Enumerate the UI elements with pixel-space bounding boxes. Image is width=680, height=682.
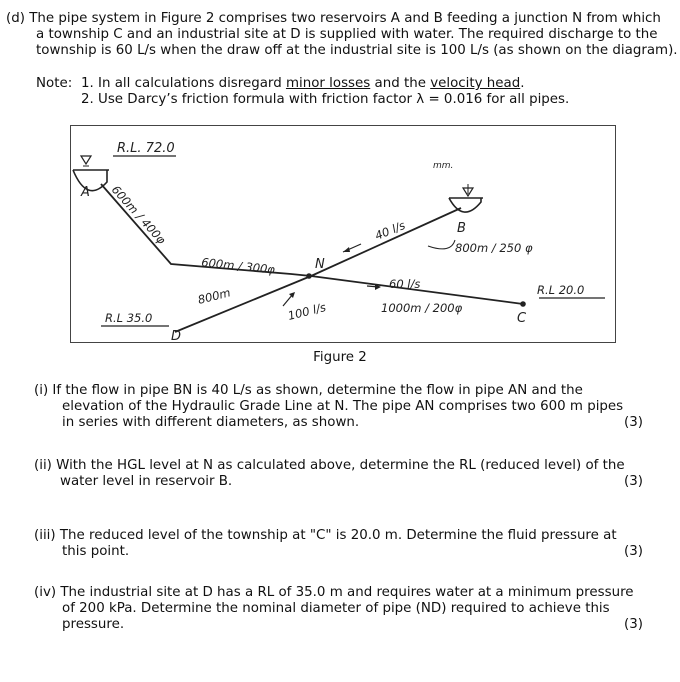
question-3-line-1: (iii) The reduced level of the township at "C" is 20.0 m. Determine the fluid pressure at bbox=[34, 528, 617, 543]
intro-line-3: township is 60 L/s when the draw off at the industrial site is 100 L/s (as shown on the diagram). bbox=[36, 43, 678, 58]
reservoir-a-label: A bbox=[81, 185, 90, 200]
intro-line-1: (d) The pipe system in Figure 2 comprises two reservoirs A and B feeding a junction N from which bbox=[6, 11, 661, 26]
pipe-nc-label: 1000m / 200φ bbox=[381, 301, 463, 315]
question-4-line-2: of 200 kPa. Determine the nominal diameter of pipe (ND) required to achieve this bbox=[62, 601, 610, 616]
question-1-line-3: in series with different diameters, as shown. bbox=[62, 415, 360, 430]
pipe-bn-label: 800m / 250 φ bbox=[455, 241, 533, 255]
pipe-an-label-1: 600m / 400φ bbox=[108, 182, 169, 247]
note-item-1 bbox=[81, 76, 524, 92]
mm-note: mm. bbox=[433, 161, 454, 171]
reservoir-a-shape bbox=[73, 170, 107, 191]
note-1-mid: and the bbox=[370, 76, 431, 91]
note-1-underline-velocity-head: velocity head bbox=[430, 76, 521, 91]
note-item-2: 2. Use Darcy’s friction formula with friction factor λ = 0.016 for all pipes. bbox=[81, 92, 570, 107]
water-level-triangle-icon bbox=[81, 156, 91, 164]
flow-bn-label: 40 l/s bbox=[372, 218, 408, 243]
junction-n-label: N bbox=[315, 257, 325, 272]
rl-d-label: R.L 35.0 bbox=[105, 311, 153, 325]
flow-arrow-bn-head bbox=[343, 247, 350, 252]
reservoir-b-label: B bbox=[457, 221, 466, 236]
question-3-line-2: this point. bbox=[62, 544, 130, 559]
rl-c-label: R.L 20.0 bbox=[537, 283, 585, 297]
flow-nd-label: 100 l/s bbox=[286, 299, 328, 323]
node-c-label: C bbox=[517, 311, 527, 326]
node-d-label: D bbox=[171, 329, 182, 342]
pipe-nd bbox=[175, 276, 311, 332]
question-1-marks: (3) bbox=[624, 415, 643, 430]
note-1-underline-minor-losses: minor losses bbox=[285, 76, 371, 91]
question-1-line-1: (i) If the flow in pipe BN is 40 L/s as shown, determine the flow in pipe AN and the bbox=[34, 383, 583, 398]
flow-nc-label: 60 l/s bbox=[389, 277, 421, 291]
question-4-line-3: pressure. bbox=[62, 617, 125, 632]
intro-line-2: a township C and an industrial site at D is supplied with water. The required discharge to the bbox=[36, 27, 658, 42]
rl-a-label: R.L. 72.0 bbox=[117, 141, 175, 156]
question-2-line-2: water level in reservoir B. bbox=[60, 474, 233, 489]
pipe-network-diagram bbox=[71, 126, 615, 342]
pipe-nd-label: 800m bbox=[196, 285, 232, 307]
reservoir-b-shape bbox=[449, 198, 481, 212]
node-c-dot bbox=[520, 301, 526, 307]
question-3-marks: (3) bbox=[624, 544, 643, 559]
question-4-marks: (3) bbox=[624, 617, 643, 632]
note-1-text: 1. In all calculations disregard bbox=[81, 76, 286, 91]
question-4-line-1: (iv) The industrial site at D has a RL of 35.0 m and requires water at a minimum pressure bbox=[34, 585, 634, 600]
note-1-end: . bbox=[520, 76, 525, 91]
pipe-an-label-2: 600m / 300φ bbox=[200, 255, 276, 277]
question-2-line-1: (ii) With the HGL level at N as calculated above, determine the RL (reduced level) of the bbox=[34, 458, 625, 473]
label-leader-b bbox=[428, 240, 455, 249]
figure-caption: Figure 2 bbox=[313, 350, 367, 365]
note-label: Note: bbox=[36, 76, 73, 91]
pipe-bn bbox=[311, 208, 461, 276]
question-1-line-2: elevation of the Hydraulic Grade Line at N. The pipe AN comprises two 600 m pipes bbox=[62, 399, 624, 414]
question-2-marks: (3) bbox=[624, 474, 643, 489]
pipe-network-figure bbox=[70, 125, 616, 343]
